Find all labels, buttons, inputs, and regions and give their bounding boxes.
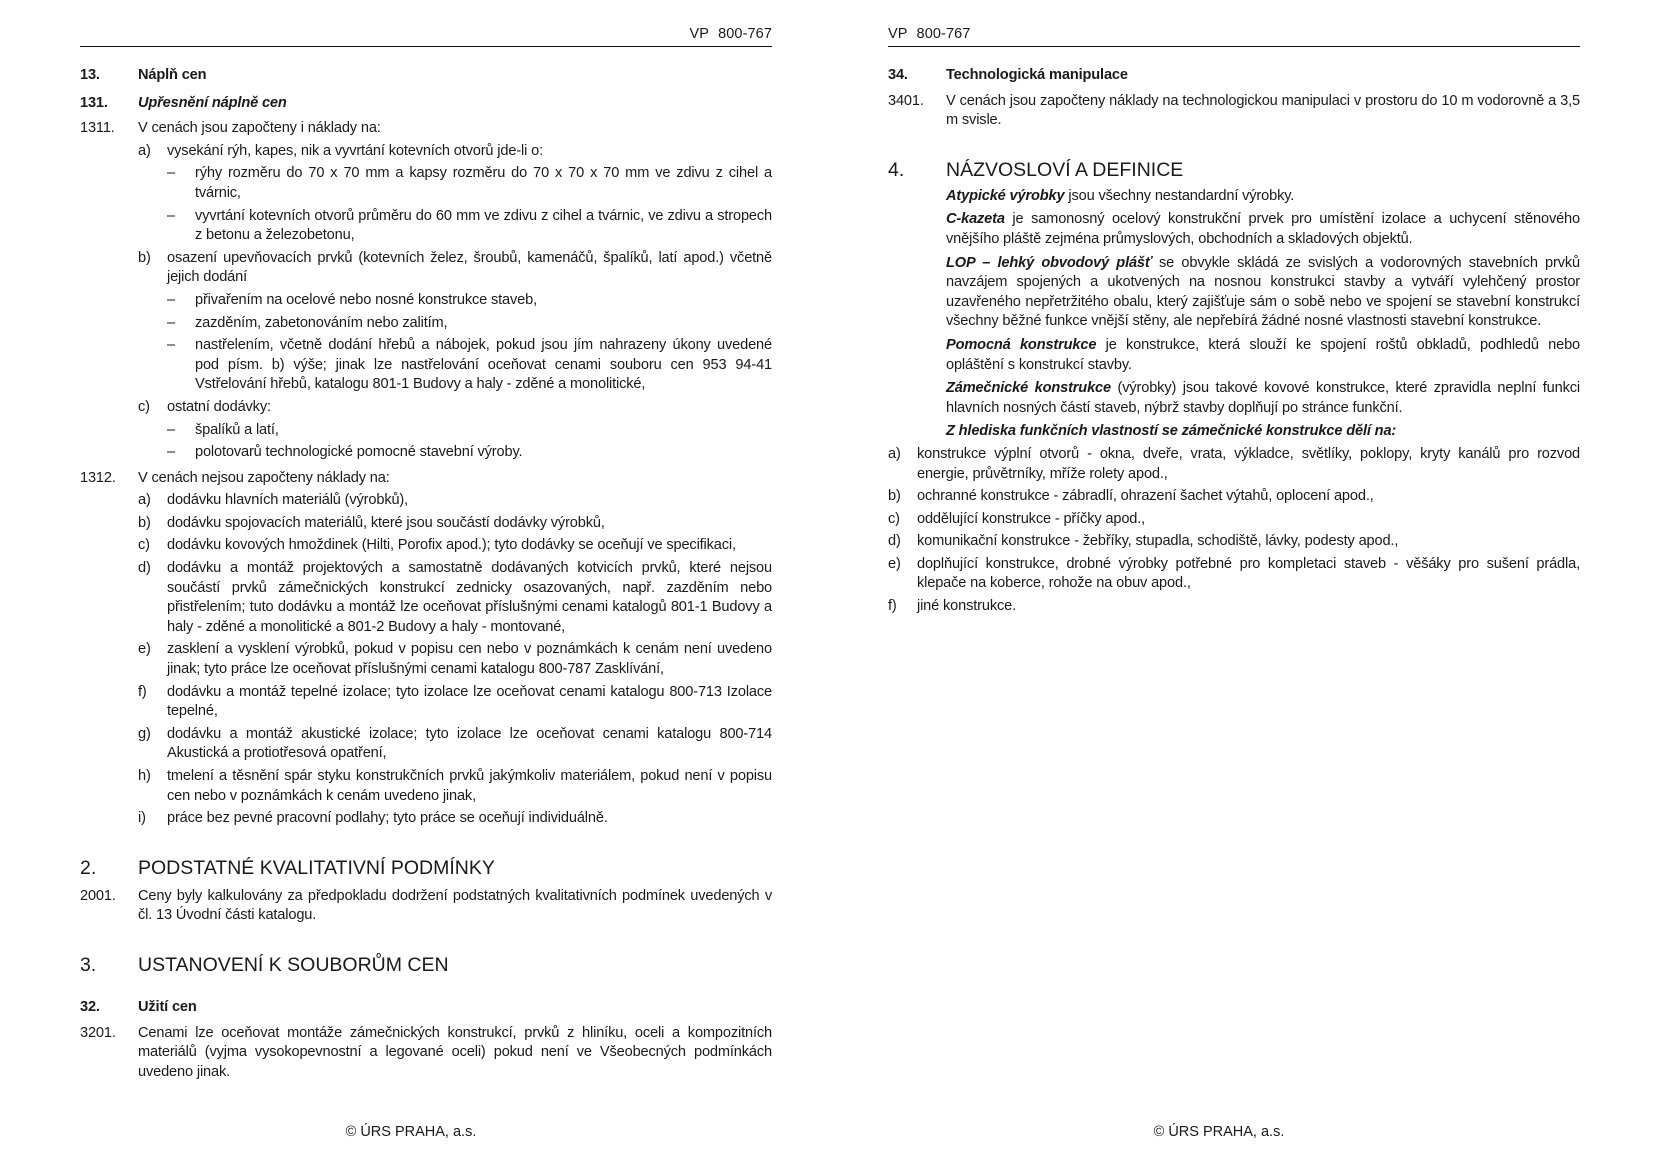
- list-item: b) osazení upevňovacích prvků (kotevních želez, šroubů, kamenáčů, špalíků, latí apod.) včetně jejich dodání: [138, 249, 772, 286]
- header-prefix: VP: [689, 26, 710, 42]
- list-item: d) komunikační konstrukce - žebříky, stupadla, schodiště, lávky, podesty apod.,: [888, 533, 1399, 550]
- dash-item: – rýhy rozměru do 70 x 70 mm a kapsy rozměru do 70 x 70 x 70 mm ve zdivu z cihel a tvárnic,: [167, 165, 772, 201]
- dash-item: – přivařením na ocelové nebo nosné konstrukce staveb,: [167, 291, 537, 308]
- right-content: [888, 66, 1580, 617]
- list-item: g) dodávku a montáž akustické izolace; tyto izolace lze oceňovat cenami katalogu 800-714 Akustická a protiotřesová opatření,: [138, 725, 772, 762]
- section-13-heading: 13. Náplň cen: [80, 67, 207, 83]
- section-32-heading: 32. Užití cen: [80, 998, 197, 1015]
- header-code: 800-767: [718, 26, 772, 42]
- dash-item: – polotovarů technologické pomocné stavební výroby.: [167, 444, 523, 461]
- list-item: c) dodávku kovových hmoždinek (Hilti, Porofix apod.); tyto dodávky se oceňují ve specifikaci,: [138, 537, 736, 554]
- definition-term: C-kazeta: [946, 211, 1005, 228]
- list-item: e) zasklení a vysklení výrobků, pokud v popisu cen nebo v poznámkách k cenám není uvedeno jinak; tyto práce lze oceňovat příslušnými cenami katalogu 800-787 Zasklívání,: [138, 641, 772, 678]
- definition-term: Pomocná konstrukce: [946, 336, 1097, 353]
- paragraph-1312: 1312. V cenách nejsou započteny náklady na:: [80, 469, 390, 486]
- section-3-heading: 3. USTANOVENÍ K SOUBORŮM CEN: [80, 953, 449, 976]
- definition-item: C-kazeta je samonosný ocelový konstrukční prvek pro umístění izolace a uchycení stěnového vnějšího pláště zejména průmyslových, obchodních a skladových objektů.: [946, 211, 1580, 247]
- list-item: e) doplňující konstrukce, drobné výrobky potřebné pro kompletaci staveb - věšáky pro sušení prádla, klepače na koberce, rohože na obuv apod.,: [888, 555, 1580, 592]
- left-content: [80, 66, 772, 1082]
- definition-item: Zámečnické konstrukce (výrobky) jsou takové kovové konstrukce, které zpravidla neplní funkci hlavních nosných částí staveb, nýbrž stavby doplňují po stránce funkční.: [946, 380, 1580, 416]
- right-page: [888, 0, 1580, 1171]
- section-2-heading: 2. PODSTATNÉ KVALITATIVNÍ PODMÍNKY: [80, 856, 495, 879]
- dash-item: – zazděním, zabetonováním nebo zalitím,: [167, 314, 448, 331]
- paragraph-1311: 1311. V cenách jsou započteny i náklady na:: [80, 120, 381, 137]
- definition-term: Zámečnické konstrukce: [946, 380, 1111, 397]
- list-item: f) dodávku a montáž tepelné izolace; tyto izolace lze oceňovat cenami katalogu 800-713 Izolace tepelné,: [138, 683, 772, 720]
- dash-item: – vyvrtání kotevních otvorů průměru do 60 mm ve zdivu z cihel a tvárnic, ve zdivu a stropech z betonu a železobetonu,: [167, 207, 772, 244]
- dash-item: – špalíků a latí,: [167, 421, 279, 438]
- list-item: h) tmelení a těsnění spár styku konstrukčních prvků jakýmkoliv materiálem, pokud není v popisu cen nebo v poznámkách k cenám uvedeno jinak,: [138, 768, 772, 804]
- definition-item: Pomocná konstrukce je konstrukce, která slouží ke spojení roštů obkladů, podhledů nebo opláštění s konstrukcí stavby.: [946, 336, 1580, 373]
- definition-term: Atypické výrobky: [946, 187, 1065, 204]
- list-item: a) konstrukce výplní otvorů - okna, dveře, vrata, výkladce, světlíky, poklopy, kryty kanálů pro rozvod energie, průvětrníky, mříže rolety apod.,: [888, 445, 1580, 482]
- list-item: c) oddělující konstrukce - příčky apod.,: [888, 510, 1146, 527]
- definition-item: Atypické výrobky jsou všechny nestandardní výrobky.: [946, 187, 1295, 204]
- classification-heading: Z hlediska funkčních vlastností se zámečnické konstrukce dělí na:: [946, 423, 1397, 440]
- section-131-heading: 131. Upřesnění náplně cen: [80, 94, 287, 111]
- list-item: a) vysekání rýh, kapes, nik a vyvrtání kotevních otvorů jde-li o:: [138, 142, 543, 159]
- list-item: d) dodávku a montáž projektových a samostatně dodávaných kotvicích prvků, které nejsou součástí prvků zámečnických konstrukcí zednicky osazovaných, např. zazděním nebo přistřelením; tuto dodávku a montáž lze oceňovat příslušnými cenami katalogů 801-1 Budovy a haly - zděné a monolitické a 801-2 Budovy a haly - montované,: [138, 560, 772, 635]
- list-item: c) ostatní dodávky:: [138, 398, 271, 415]
- left-page: [80, 0, 772, 1171]
- list-item: a) dodávku hlavních materiálů (výrobků),: [138, 492, 409, 509]
- header-prefix: VP: [888, 26, 908, 42]
- list-item: b) dodávku spojovacích materiálů, které jsou součástí dodávky výrobků,: [138, 514, 605, 531]
- list-item: i) práce bez pevné pracovní podlahy; tyto práce se oceňují individuálně.: [138, 810, 608, 827]
- page-footer: © ÚRS PRAHA, a.s.: [1153, 1124, 1285, 1140]
- page-footer: © ÚRS PRAHA, a.s.: [345, 1124, 477, 1140]
- paragraph-3401: 3401. V cenách jsou započteny náklady na technologickou manipulaci v prostoru do 10 m vodorovně a 3,5 m svisle.: [888, 92, 1580, 129]
- dash-item: – nastřelením, včetně dodání hřebů a nábojek, pokud jsou jím nahrazeny úkony uvedené pod písm. b) výše; jinak lze nastřelování oceňovat cenami souboru cen 953 94-41 Vstřelování hřebů, katalogu 801-1 Budovy a haly - zděné a monolitické,: [167, 337, 772, 393]
- section-34-heading: 34. Technologická manipulace: [888, 67, 1128, 83]
- page-header: [80, 26, 772, 47]
- page-header: [888, 26, 1580, 47]
- section-4-heading: 4. NÁZVOSLOVÍ A DEFINICE: [888, 158, 1184, 181]
- definition-item: LOP – lehký obvodový plášť se obvykle skládá ze svislých a vodorovných stavebních prvků navzájem spojených a ukotvených na nosnou konstrukci stavby a vytváří vylehčený prostor uzavřeného nepřetržitého obalu, který zajišťuje sám o sobě nebo ve spojení se stavební konstrukcí všechny běžné funkce vnější stěny, ale nepřebírá žádné nosné vlastnosti stavební konstrukce.: [946, 254, 1580, 330]
- list-item: b) ochranné konstrukce - zábradlí, ohrazení šachet výtahů, oplocení apod.,: [888, 488, 1374, 505]
- header-code: 800-767: [916, 26, 971, 42]
- list-item: f) jiné konstrukce.: [888, 598, 1016, 615]
- definition-term: LOP – lehký obvodový plášť: [946, 254, 1152, 271]
- paragraph-2001: 2001. Ceny byly kalkulovány za předpokladu dodržení podstatných kvalitativních podmínek uvedených v čl. 13 Úvodní části katalogu.: [80, 887, 772, 924]
- paragraph-3201: 3201. Cenami lze oceňovat montáže zámečnických konstrukcí, prvků z hliníku, oceli a kompozitních materiálů (vyjma vysokopevnostní a legované oceli) pokud není ve Všeobecných podmínkách uvedeno jinak.: [80, 1024, 772, 1080]
